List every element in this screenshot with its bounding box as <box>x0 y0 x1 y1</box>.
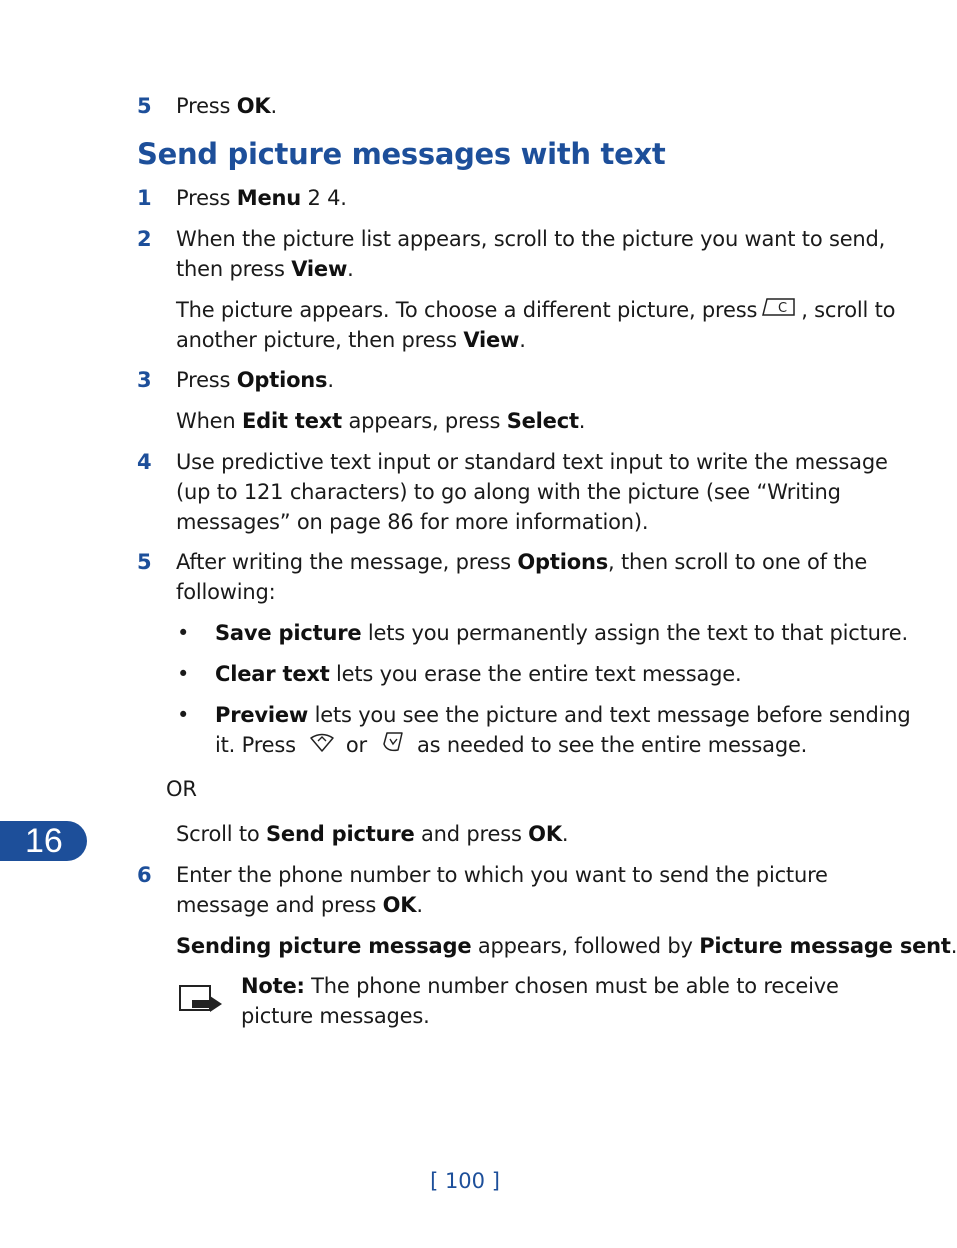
step-text-part: . <box>416 893 423 917</box>
section-title: Send picture messages with text <box>137 137 666 171</box>
key-label: View <box>463 328 520 352</box>
scroll-down-key-icon <box>381 730 407 762</box>
bullet-text: as needed to see the entire message. <box>416 733 808 757</box>
step-text-part: When <box>176 409 242 433</box>
key-label: Options <box>236 368 328 392</box>
option-label: Clear text <box>215 662 330 686</box>
step-text-part: and press <box>414 822 529 846</box>
step-text-line: When the picture list appears, scroll to the picture you want to send, <box>176 227 886 251</box>
bullet-item <box>215 659 741 689</box>
step-text-part: . <box>519 328 526 352</box>
step-paragraph-line <box>176 295 895 326</box>
note-hand-icon <box>178 982 226 1020</box>
key-label: Select <box>506 409 579 433</box>
key-label: View <box>291 257 348 281</box>
svg-text:C: C <box>778 301 788 316</box>
or-separator: OR <box>166 777 197 801</box>
note-text: The phone number chosen must be able to receive <box>304 974 839 998</box>
step-text-line <box>176 547 867 577</box>
step-text <box>176 91 277 121</box>
key-label: OK <box>528 822 562 846</box>
step-text-part: appears, press <box>341 409 507 433</box>
bullet-item-line <box>215 730 807 762</box>
step-text-part: appears, followed by <box>471 934 700 958</box>
key-label: Options <box>517 550 608 574</box>
step-text-part: Press <box>176 94 237 118</box>
alternative-text <box>176 819 568 849</box>
bullet-text: lets you erase the entire text message. <box>329 662 742 686</box>
step-text-part: Scroll to <box>176 822 266 846</box>
step-text-part: After writing the message, press <box>176 550 518 574</box>
option-label: Preview <box>215 703 309 727</box>
key-label: OK <box>236 94 271 118</box>
step-text-part: . <box>578 409 586 433</box>
step-paragraph-line <box>176 406 585 436</box>
step-number: 5 <box>137 94 152 118</box>
bullet-marker: • <box>177 621 190 645</box>
step-number: 4 <box>137 450 152 474</box>
step-text-part: The picture appears. To choose a different picture, press <box>176 298 758 322</box>
note-text-line <box>241 971 839 1001</box>
step-text-line: messages” on page 86 for more information). <box>176 510 649 534</box>
option-label: Send picture <box>266 822 415 846</box>
key-label: Menu <box>236 186 301 210</box>
step-text-part: . <box>327 368 334 392</box>
step-text-line <box>176 254 354 284</box>
step-text-line: following: <box>176 580 276 604</box>
step-text <box>176 183 347 213</box>
menu-label: Edit text <box>241 409 342 433</box>
step-text-part: message and press <box>176 893 383 917</box>
step-text <box>176 365 334 395</box>
step-text-part: . <box>561 822 569 846</box>
step-number: 3 <box>137 368 152 392</box>
step-text-part: , then scroll to one of the <box>608 550 868 574</box>
step-text-part: another picture, then press <box>176 328 464 352</box>
display-message: Picture message sent <box>699 934 951 958</box>
step-number: 1 <box>137 186 152 210</box>
scroll-up-key-icon <box>308 730 336 762</box>
step-text-part: , scroll to <box>801 298 896 322</box>
bullet-marker: • <box>177 703 190 727</box>
clear-key-icon <box>761 296 797 326</box>
step-text-part: . <box>270 94 277 118</box>
bullet-item <box>215 700 910 730</box>
step-text-part: Press <box>176 186 237 210</box>
note-text-line: picture messages. <box>241 1004 430 1028</box>
bullet-text: or <box>345 733 367 757</box>
bullet-text: it. Press <box>215 733 296 757</box>
step-text-part: 2 4. <box>301 186 347 210</box>
page-number: [ 100 ] <box>430 1169 500 1193</box>
step-text-line <box>176 890 423 920</box>
option-label: Save picture <box>215 621 362 645</box>
step-text-part: . <box>347 257 354 281</box>
note-label: Note: <box>241 974 305 998</box>
bullet-marker: • <box>177 662 190 686</box>
chapter-tab <box>0 821 87 861</box>
bullet-text: lets you permanently assign the text to that picture. <box>361 621 908 645</box>
step-text-line: (up to 121 characters) to go along with the picture (see “Writing <box>176 480 841 504</box>
step-number: 6 <box>137 863 152 887</box>
bullet-item <box>215 618 908 648</box>
step-number: 5 <box>137 550 152 574</box>
step-text-part: then press <box>176 257 292 281</box>
chapter-number: 16 <box>25 822 63 860</box>
bullet-text: lets you see the picture and text message before sending <box>308 703 911 727</box>
step-text-line: Use predictive text input or standard text input to write the message <box>176 450 888 474</box>
step-text-part: Press <box>176 368 237 392</box>
step-paragraph-line <box>176 325 526 355</box>
step-number: 2 <box>137 227 152 251</box>
key-label: OK <box>382 893 417 917</box>
display-message: Sending picture message <box>176 934 472 958</box>
step-paragraph-line <box>176 931 957 961</box>
step-text-part: . <box>950 934 957 958</box>
step-text-line: Enter the phone number to which you want to send the picture <box>176 863 828 887</box>
